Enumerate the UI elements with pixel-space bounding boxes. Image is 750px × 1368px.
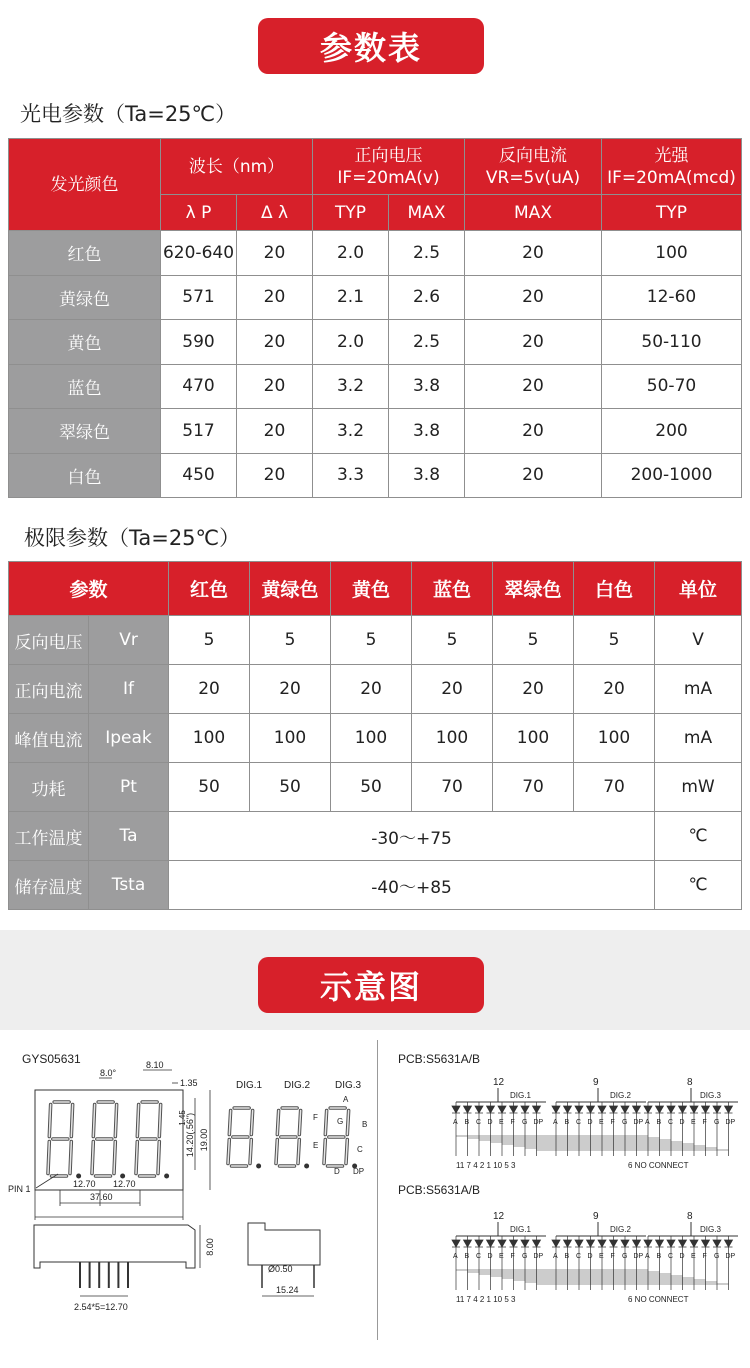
limit-header-yellow-green: 黄绿色 — [250, 562, 331, 616]
cell-color: 白色 — [9, 453, 161, 498]
cell-vf-max: 2.5 — [389, 231, 465, 276]
common-pin-9: 9 — [593, 1077, 599, 1088]
table-row — [9, 453, 742, 498]
circuit-diagram-2 — [398, 1183, 738, 1304]
dim-angle: 8.0° — [100, 1068, 117, 1078]
cell-unit: ℃ — [655, 812, 742, 861]
dim-total-width: 37.60 — [90, 1192, 113, 1202]
cell-unit: mW — [655, 763, 742, 812]
dim-pin-pitch: 2.54*5=12.70 — [74, 1302, 128, 1312]
cell-color: 翠绿色 — [9, 409, 161, 454]
segment-letter: A — [453, 1119, 458, 1126]
common-pin-9-b: 9 — [593, 1211, 599, 1222]
segment-letter: B — [656, 1119, 662, 1126]
cell-value: 50 — [331, 763, 412, 812]
section-title-optical: 光电参数（Ta=25℃） — [20, 102, 237, 126]
cell-vf-typ: 3.2 — [313, 364, 389, 409]
cell-delta: 20 — [237, 275, 313, 320]
cell-ir-max: 20 — [465, 275, 602, 320]
table-row — [9, 275, 742, 320]
cell-range: -40～+85 — [169, 861, 655, 910]
header-intensity: 光强 IF=20mA(mcd) — [602, 139, 742, 195]
section-banner-diagram: 示意图 — [258, 957, 484, 1013]
cell-vf-max: 3.8 — [389, 409, 465, 454]
cell-ir-max: 20 — [465, 231, 602, 276]
segment-digit-1 — [228, 1108, 261, 1169]
limit-header-param: 参数 — [9, 562, 169, 616]
cell-value: 100 — [331, 714, 412, 763]
cell-iv-typ: 12-60 — [602, 275, 742, 320]
segment-letter: A — [645, 1253, 650, 1260]
cell-value: 50 — [250, 763, 331, 812]
subheader-ir-max: MAX — [465, 195, 602, 231]
dig3-label: DIG.3 — [335, 1080, 362, 1091]
common-pin-12-b: 12 — [493, 1211, 505, 1222]
cell-iv-typ: 50-110 — [602, 320, 742, 365]
cell-symbol: Pt — [89, 763, 169, 812]
cell-value: 100 — [250, 714, 331, 763]
segment-letter: F — [610, 1119, 615, 1126]
cell-iv-typ: 200 — [602, 409, 742, 454]
segment-letter: E — [499, 1253, 504, 1260]
dim-digit-width: 8.10 — [146, 1060, 164, 1070]
cell-value: 70 — [493, 763, 574, 812]
subheader-delta-lambda: Δ λ — [237, 195, 313, 231]
circuit1-dig3: DIG.3 — [700, 1091, 721, 1100]
segment-letter: C — [576, 1119, 582, 1126]
segment-letter: F — [510, 1119, 515, 1126]
segment-letter: DP — [533, 1119, 544, 1126]
cell-value: 20 — [250, 665, 331, 714]
seg-c-label: C — [357, 1145, 363, 1154]
segment-letter: C — [476, 1119, 482, 1126]
cell-color: 红色 — [9, 231, 161, 276]
cell-wavelength: 571 — [161, 275, 237, 320]
table-row — [9, 812, 742, 861]
common-pin-8-b: 8 — [687, 1211, 693, 1222]
table-row — [9, 763, 742, 812]
cell-delta: 20 — [237, 320, 313, 365]
cell-symbol: Vr — [89, 616, 169, 665]
pcb-label-2: PCB:S5631A/B — [398, 1183, 481, 1197]
cell-wavelength: 517 — [161, 409, 237, 454]
header-color: 发光颜色 — [9, 139, 161, 231]
cell-value: 100 — [493, 714, 574, 763]
optical-params-table — [8, 138, 742, 498]
subheader-vf-typ: TYP — [313, 195, 389, 231]
cell-wavelength: 470 — [161, 364, 237, 409]
cell-symbol: Ta — [89, 812, 169, 861]
section-banner-parameters: 参数表 — [258, 18, 484, 74]
cell-vf-typ: 3.2 — [313, 409, 389, 454]
common-pin-8: 8 — [687, 1077, 693, 1088]
seg-f-label: F — [313, 1113, 318, 1122]
cell-iv-typ: 50-70 — [602, 364, 742, 409]
table-row — [9, 231, 742, 276]
dim-pitch-1: 12.70 — [73, 1179, 96, 1189]
segment-letter: DP — [533, 1253, 544, 1260]
segment-letter: E — [599, 1253, 604, 1260]
cell-color: 黄色 — [9, 320, 161, 365]
cell-delta: 20 — [237, 231, 313, 276]
common-pin-12: 12 — [493, 1077, 505, 1088]
cell-param-name: 峰值电流 — [9, 714, 89, 763]
dim-pin-diameter: Ø0.50 — [268, 1264, 293, 1274]
dim-1-35: 1.35 — [180, 1078, 198, 1088]
segment-letter: C — [668, 1253, 674, 1260]
front-digit-1 — [48, 1102, 81, 1179]
segment-letter: F — [702, 1253, 707, 1260]
circuit-diagram-1 — [398, 1052, 738, 1170]
cell-wavelength: 590 — [161, 320, 237, 365]
cell-symbol: Ipeak — [89, 714, 169, 763]
dim-pitch-2: 12.70 — [113, 1179, 136, 1189]
circuit2-dig1: DIG.1 — [510, 1225, 531, 1234]
cell-symbol: If — [89, 665, 169, 714]
cell-vf-max: 2.5 — [389, 320, 465, 365]
front-digit-3 — [136, 1102, 169, 1179]
cell-value: 5 — [169, 616, 250, 665]
segment-letter: B — [564, 1119, 570, 1126]
segment-letter: E — [599, 1119, 604, 1126]
cell-iv-typ: 100 — [602, 231, 742, 276]
circuit2-dig2: DIG.2 — [610, 1225, 631, 1234]
circuit2-dig3: DIG.3 — [700, 1225, 721, 1234]
dim-height-19: 19.00 — [199, 1128, 209, 1152]
segment-letter: D — [587, 1253, 593, 1260]
cell-value: 20 — [331, 665, 412, 714]
side-view-body — [34, 1225, 195, 1268]
segment-letter: DP — [633, 1119, 644, 1126]
segment-letter: G — [522, 1253, 528, 1260]
table-row — [9, 714, 742, 763]
segment-letter: C — [576, 1253, 582, 1260]
header-forward-voltage: 正向电压 IF=20mA(v) — [313, 139, 465, 195]
cell-param-name: 正向电流 — [9, 665, 89, 714]
cell-ir-max: 20 — [465, 320, 602, 365]
segment-letter: DP — [725, 1253, 736, 1260]
segment-letter: E — [691, 1253, 696, 1260]
segment-letter: C — [668, 1119, 674, 1126]
segment-letter: D — [487, 1119, 493, 1126]
cell-wavelength: 620-640 — [161, 231, 237, 276]
table-row — [9, 861, 742, 910]
limit-header-unit: 单位 — [655, 562, 742, 616]
side-view-pins — [80, 1262, 128, 1288]
cell-unit: ℃ — [655, 861, 742, 910]
cell-value: 70 — [574, 763, 655, 812]
cell-value: 5 — [250, 616, 331, 665]
segment-digit-2 — [276, 1108, 309, 1169]
seg-b-label: B — [362, 1120, 368, 1129]
cell-ir-max: 20 — [465, 453, 602, 498]
limit-header-white: 白色 — [574, 562, 655, 616]
section-title-limits: 极限参数（Ta=25℃） — [24, 526, 241, 550]
dim-1-45: 1.45 — [178, 1110, 187, 1126]
cell-value: 20 — [412, 665, 493, 714]
model-label: GYS05631 — [22, 1052, 81, 1066]
seg-g-label: G — [337, 1117, 344, 1126]
seg-dp-label: DP — [353, 1167, 365, 1176]
segment-letter: G — [622, 1253, 628, 1260]
circuit1-bottom-pins: 11 7 4 2 1 10 5 3 — [456, 1161, 516, 1170]
segment-letter: A — [645, 1119, 650, 1126]
limit-header-red: 红色 — [169, 562, 250, 616]
segment-letter: D — [587, 1119, 593, 1126]
subheader-iv-typ: TYP — [602, 195, 742, 231]
header-reverse-current: 反向电流 VR=5v(uA) — [465, 139, 602, 195]
circuit1-dig1: DIG.1 — [510, 1091, 531, 1100]
cell-range: -30～+75 — [169, 812, 655, 861]
cell-value: 5 — [331, 616, 412, 665]
segment-letter: F — [610, 1253, 615, 1260]
segment-letter: G — [714, 1119, 720, 1126]
cell-value: 20 — [493, 665, 574, 714]
cell-unit: mA — [655, 714, 742, 763]
cell-delta: 20 — [237, 409, 313, 454]
end-view-body — [248, 1223, 320, 1265]
table-row — [9, 364, 742, 409]
cell-value: 5 — [412, 616, 493, 665]
pin1-label: PIN 1 — [8, 1184, 31, 1194]
cell-ir-max: 20 — [465, 409, 602, 454]
segment-letter: B — [564, 1253, 570, 1260]
cell-vf-typ: 3.3 — [313, 453, 389, 498]
dim-depth: 8.00 — [205, 1238, 215, 1256]
seg-a-label: A — [343, 1095, 349, 1104]
segment-letter: B — [464, 1119, 470, 1126]
cell-vf-typ: 2.0 — [313, 231, 389, 276]
cell-value: 70 — [412, 763, 493, 812]
pcb-label-1: PCB:S5631A/B — [398, 1052, 481, 1066]
limit-header-blue: 蓝色 — [412, 562, 493, 616]
dim-height-14-20: 14.20(.56") — [185, 1112, 195, 1158]
cell-value: 100 — [169, 714, 250, 763]
cell-unit: V — [655, 616, 742, 665]
cell-vf-typ: 2.1 — [313, 275, 389, 320]
segment-letter: DP — [725, 1119, 736, 1126]
cell-param-name: 反向电压 — [9, 616, 89, 665]
seg-d-label: D — [334, 1167, 340, 1176]
table-row — [9, 665, 742, 714]
seg-e-label: E — [313, 1141, 319, 1150]
segment-letter: A — [553, 1253, 558, 1260]
segment-letter: D — [679, 1119, 685, 1126]
cell-param-name: 工作温度 — [9, 812, 89, 861]
cell-delta: 20 — [237, 453, 313, 498]
limit-header-yellow: 黄色 — [331, 562, 412, 616]
dig1-label: DIG.1 — [236, 1080, 263, 1091]
cell-value: 5 — [574, 616, 655, 665]
cell-vf-max: 3.8 — [389, 364, 465, 409]
cell-value: 5 — [493, 616, 574, 665]
cell-vf-max: 2.6 — [389, 275, 465, 320]
dim-row-spacing: 15.24 — [276, 1285, 299, 1295]
segment-letter: DP — [633, 1253, 644, 1260]
table-row — [9, 320, 742, 365]
cell-unit: mA — [655, 665, 742, 714]
segment-letter: E — [499, 1119, 504, 1126]
cell-color: 蓝色 — [9, 364, 161, 409]
segment-letter: D — [487, 1253, 493, 1260]
dig2-label: DIG.2 — [284, 1080, 311, 1091]
front-digits — [48, 1102, 169, 1179]
limit-header-emerald: 翠绿色 — [493, 562, 574, 616]
segment-letter: A — [553, 1119, 558, 1126]
cell-value: 50 — [169, 763, 250, 812]
cell-vf-max: 3.8 — [389, 453, 465, 498]
cell-ir-max: 20 — [465, 364, 602, 409]
cell-param-name: 功耗 — [9, 763, 89, 812]
segment-letter: E — [691, 1119, 696, 1126]
segment-letter: B — [464, 1253, 470, 1260]
cell-value: 20 — [574, 665, 655, 714]
mechanical-drawing — [0, 1030, 377, 1368]
circuit1-dig2: DIG.2 — [610, 1091, 631, 1100]
limit-params-table — [8, 561, 742, 910]
circuit1-no-connect: 6 NO CONNECT — [628, 1161, 689, 1170]
header-wavelength: 波长（nm） — [161, 139, 313, 195]
cell-param-name: 储存温度 — [9, 861, 89, 910]
segment-letter: D — [679, 1253, 685, 1260]
cell-symbol: Tsta — [89, 861, 169, 910]
cell-iv-typ: 200-1000 — [602, 453, 742, 498]
table-row — [9, 409, 742, 454]
segment-letter: B — [656, 1253, 662, 1260]
circuit-diagrams — [378, 1030, 750, 1368]
table-row — [9, 616, 742, 665]
segment-letter: A — [453, 1253, 458, 1260]
cell-vf-typ: 2.0 — [313, 320, 389, 365]
circuit2-no-connect: 6 NO CONNECT — [628, 1295, 689, 1304]
cell-value: 20 — [169, 665, 250, 714]
segment-letter: G — [522, 1119, 528, 1126]
cell-wavelength: 450 — [161, 453, 237, 498]
segment-letter: F — [702, 1119, 707, 1126]
cell-color: 黄绿色 — [9, 275, 161, 320]
segment-letter: G — [714, 1253, 720, 1260]
front-digit-2 — [92, 1102, 125, 1179]
circuit2-bottom-pins: 11 7 4 2 1 10 5 3 — [456, 1295, 516, 1304]
subheader-peak-wavelength: λ P — [161, 195, 237, 231]
segment-letter: F — [510, 1253, 515, 1260]
cell-value: 100 — [412, 714, 493, 763]
segment-letter: C — [476, 1253, 482, 1260]
segment-letter: G — [622, 1119, 628, 1126]
cell-value: 100 — [574, 714, 655, 763]
subheader-vf-max: MAX — [389, 195, 465, 231]
cell-delta: 20 — [237, 364, 313, 409]
